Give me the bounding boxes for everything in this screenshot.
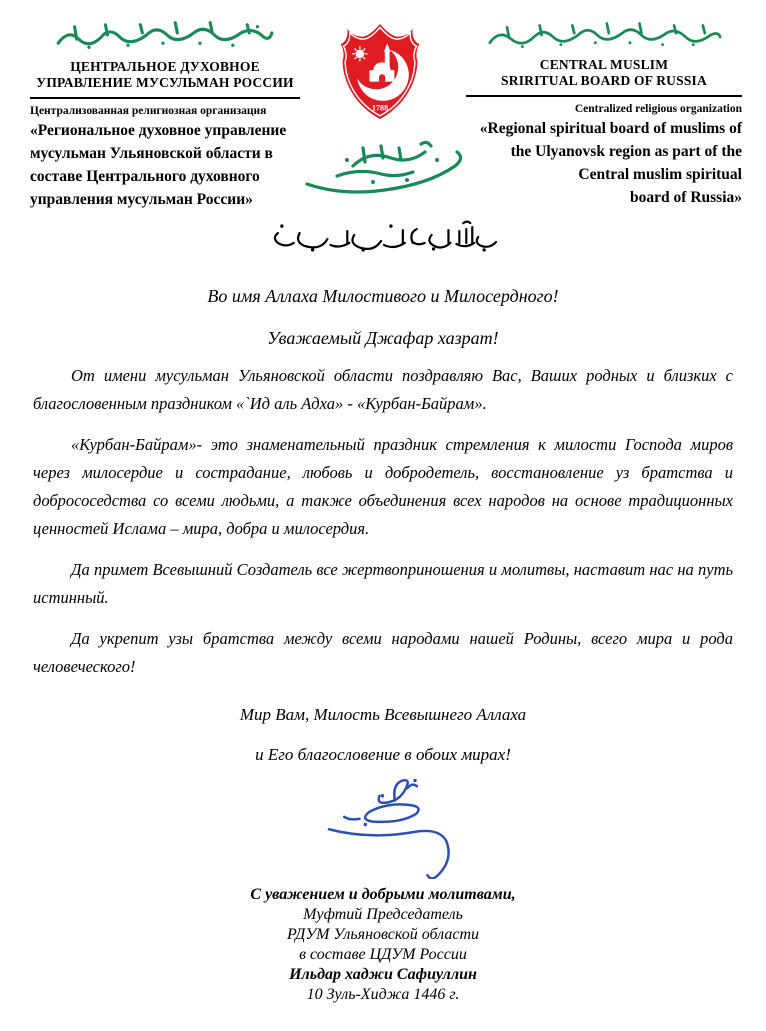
org-name-ru-line1: ЦЕНТРАЛЬНОЕ ДУХОВНОЕ (70, 59, 260, 74)
org-full-en (466, 117, 742, 209)
org-name-en (466, 57, 742, 88)
arabic-calligraphy-left-icon (52, 18, 278, 54)
hijri-date: 10 Зуль-Хиджа 1446 г. (306, 986, 460, 1003)
org-name-en-line1: CENTRAL MUSLIM (539, 57, 669, 72)
org-type-ru: Централизованная религиозная организация (30, 105, 267, 117)
salutation-line: Уважаемый Джафар хазрат! (267, 328, 499, 348)
blessing-line-2: и Его благословение в обоих мирах! (255, 745, 511, 764)
paragraph-4: Да укрепит узы братства между всеми народами нашей Родины, всего мира и рода человеческого! (33, 629, 733, 676)
org-full-ru: «Региональное духовное управление мусульман Ульяновской области в составе Центрального духовного управления мусульман России» (30, 122, 287, 208)
org-name-ru-line2: УПРАВЛЕНИЕ МУСУЛЬМАН РОССИИ (36, 74, 294, 90)
right-divider (466, 95, 742, 97)
letterhead-right-column (466, 18, 742, 209)
org-full-en-line2: the Ulyanovsk region as part of the (510, 143, 742, 160)
invocation-line: Во имя Аллаха Милостивого и Милосердного! (207, 286, 559, 306)
emblem (332, 24, 428, 120)
paragraph-2: «Курбан-Байрам»- это знаменательный праздник стремления к милости Господа миров через милосердие и сострадание, любовь и добродетель, восстановление уз братства и добрососедства со всеми людьми, а также объединения всех народов на основе традиционных ценностей Ислама – мира, добра и милосердия. (33, 435, 733, 538)
arabic-calligraphy-right-icon (484, 20, 724, 52)
letter-body (33, 286, 733, 765)
bismillah-arabic-text (264, 220, 502, 256)
blessing-line-1: Мир Вам, Милость Всевышнего Аллаха (239, 705, 527, 724)
letterhead-left-column (30, 18, 300, 211)
org-full-en-line4: board of Russia» (630, 189, 742, 206)
emblem-year: 1788 (371, 103, 389, 113)
closing-block (0, 885, 766, 1005)
letterhead (0, 0, 766, 208)
signer-title-3: в составе ЦДУМ России (299, 946, 467, 963)
org-name-en-line2: SRIRITUAL BOARD OF RUSSIA (501, 72, 707, 88)
arabic-calligraphy-center-icon (297, 138, 469, 200)
paragraph-3: Да примет Всевышний Создатель все жертвоприношения и молитвы, наставит нас на путь истинный. (33, 560, 733, 607)
tulip-crest-icon (332, 24, 428, 120)
closing-line: С уважением и добрыми молитвами, (250, 886, 516, 903)
signer-title-2: РДУМ Ульяновской области (286, 926, 480, 943)
org-full-en-line1: «Regional spiritual board of muslims of (479, 120, 742, 137)
signature-icon (298, 769, 488, 879)
org-name-ru (30, 59, 300, 90)
paragraph-1: От имени мусульман Ульяновской области поздравляю Вас, Ваших родных и близких с благословенным праздником «`Ид аль Адха» - «Курбан-Байрам». (33, 366, 733, 413)
org-full-en-line3: Central muslim spiritual (578, 166, 742, 183)
left-divider (30, 97, 300, 99)
org-type-en: Centralized religious organization (574, 103, 742, 115)
signer-name: Ильдар хаджи Сафиуллин (289, 966, 477, 983)
signer-title-1: Муфтий Председатель (303, 906, 463, 923)
